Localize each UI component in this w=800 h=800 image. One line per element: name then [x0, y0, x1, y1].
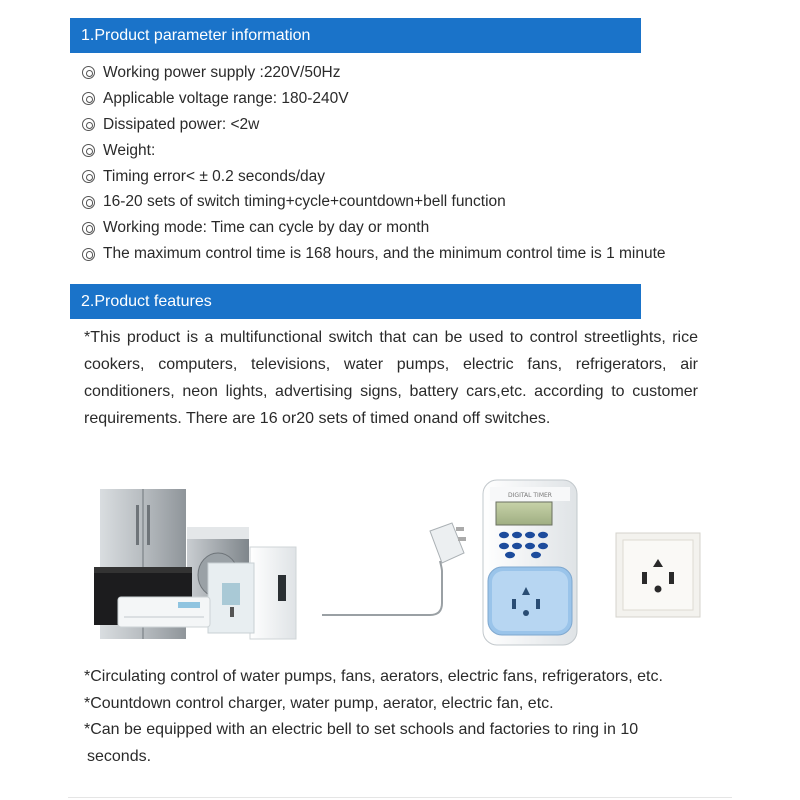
- features-paragraph: *This product is a multifunctional switch that can be used to control streetlights, rice cookers, computers, televisions, water pumps, electric fans, refrigerators, air conditioners, neon lights, advertising signs, battery cars,etc. according to customer requirements. There are 16 or20 sets of timed onand off switches.: [84, 329, 698, 427]
- parameter-list: [82, 60, 666, 267]
- double-circle-icon: [82, 248, 95, 261]
- double-circle-icon: [82, 196, 95, 209]
- timer-label: DIGITAL TIMER: [508, 492, 552, 499]
- usage-notes: [84, 664, 704, 771]
- usage-note-continuation: seconds.: [87, 748, 152, 766]
- parameter-text: Applicable voltage range: 180-240V: [103, 89, 349, 107]
- parameter-item: [82, 60, 666, 86]
- power-plug-icon: [322, 523, 466, 615]
- usage-note: *Countdown control charger, water pump, aerator, electric fan, etc.: [84, 694, 554, 712]
- parameter-text: The maximum control time is 168 hours, and the minimum control time is 1 minute: [103, 245, 666, 263]
- parameter-item: [82, 215, 666, 241]
- double-circle-icon: [82, 170, 95, 183]
- parameter-text: Timing error< ± 0.2 seconds/day: [103, 167, 326, 185]
- parameter-item: [82, 86, 666, 112]
- product-illustration: [90, 475, 710, 650]
- parameter-item: [82, 189, 666, 215]
- parameter-text: Working mode: Time can cycle by day or month: [103, 219, 430, 237]
- double-circle-icon: [82, 92, 95, 105]
- parameter-item: [82, 138, 666, 164]
- double-circle-icon: [82, 66, 95, 79]
- usage-note: *Can be equipped with an electric bell to set schools and factories to ring in 10: [84, 721, 639, 739]
- wall-socket-icon: [616, 533, 700, 617]
- section-header-features: 2.Product features: [70, 284, 641, 319]
- parameter-text: Weight:: [103, 141, 156, 159]
- parameter-item: [82, 164, 666, 190]
- parameter-item: [82, 241, 666, 267]
- parameter-text: Working power supply :220V/50Hz: [103, 64, 341, 81]
- appliances-group-icon: [94, 489, 296, 639]
- double-circle-icon: [82, 118, 95, 131]
- double-circle-icon: [82, 144, 95, 157]
- parameter-text: Dissipated power: <2w: [103, 115, 260, 133]
- usage-note: *Circulating control of water pumps, fans, aerators, electric fans, refrigerators, etc.: [84, 668, 663, 685]
- section-header-parameters: 1.Product parameter information: [70, 18, 641, 53]
- parameter-text: 16-20 sets of switch timing+cycle+countdown+bell function: [103, 193, 506, 211]
- digital-timer-icon: [483, 480, 577, 645]
- parameter-item: [82, 112, 666, 138]
- bottom-divider: [68, 797, 732, 798]
- double-circle-icon: [82, 222, 95, 235]
